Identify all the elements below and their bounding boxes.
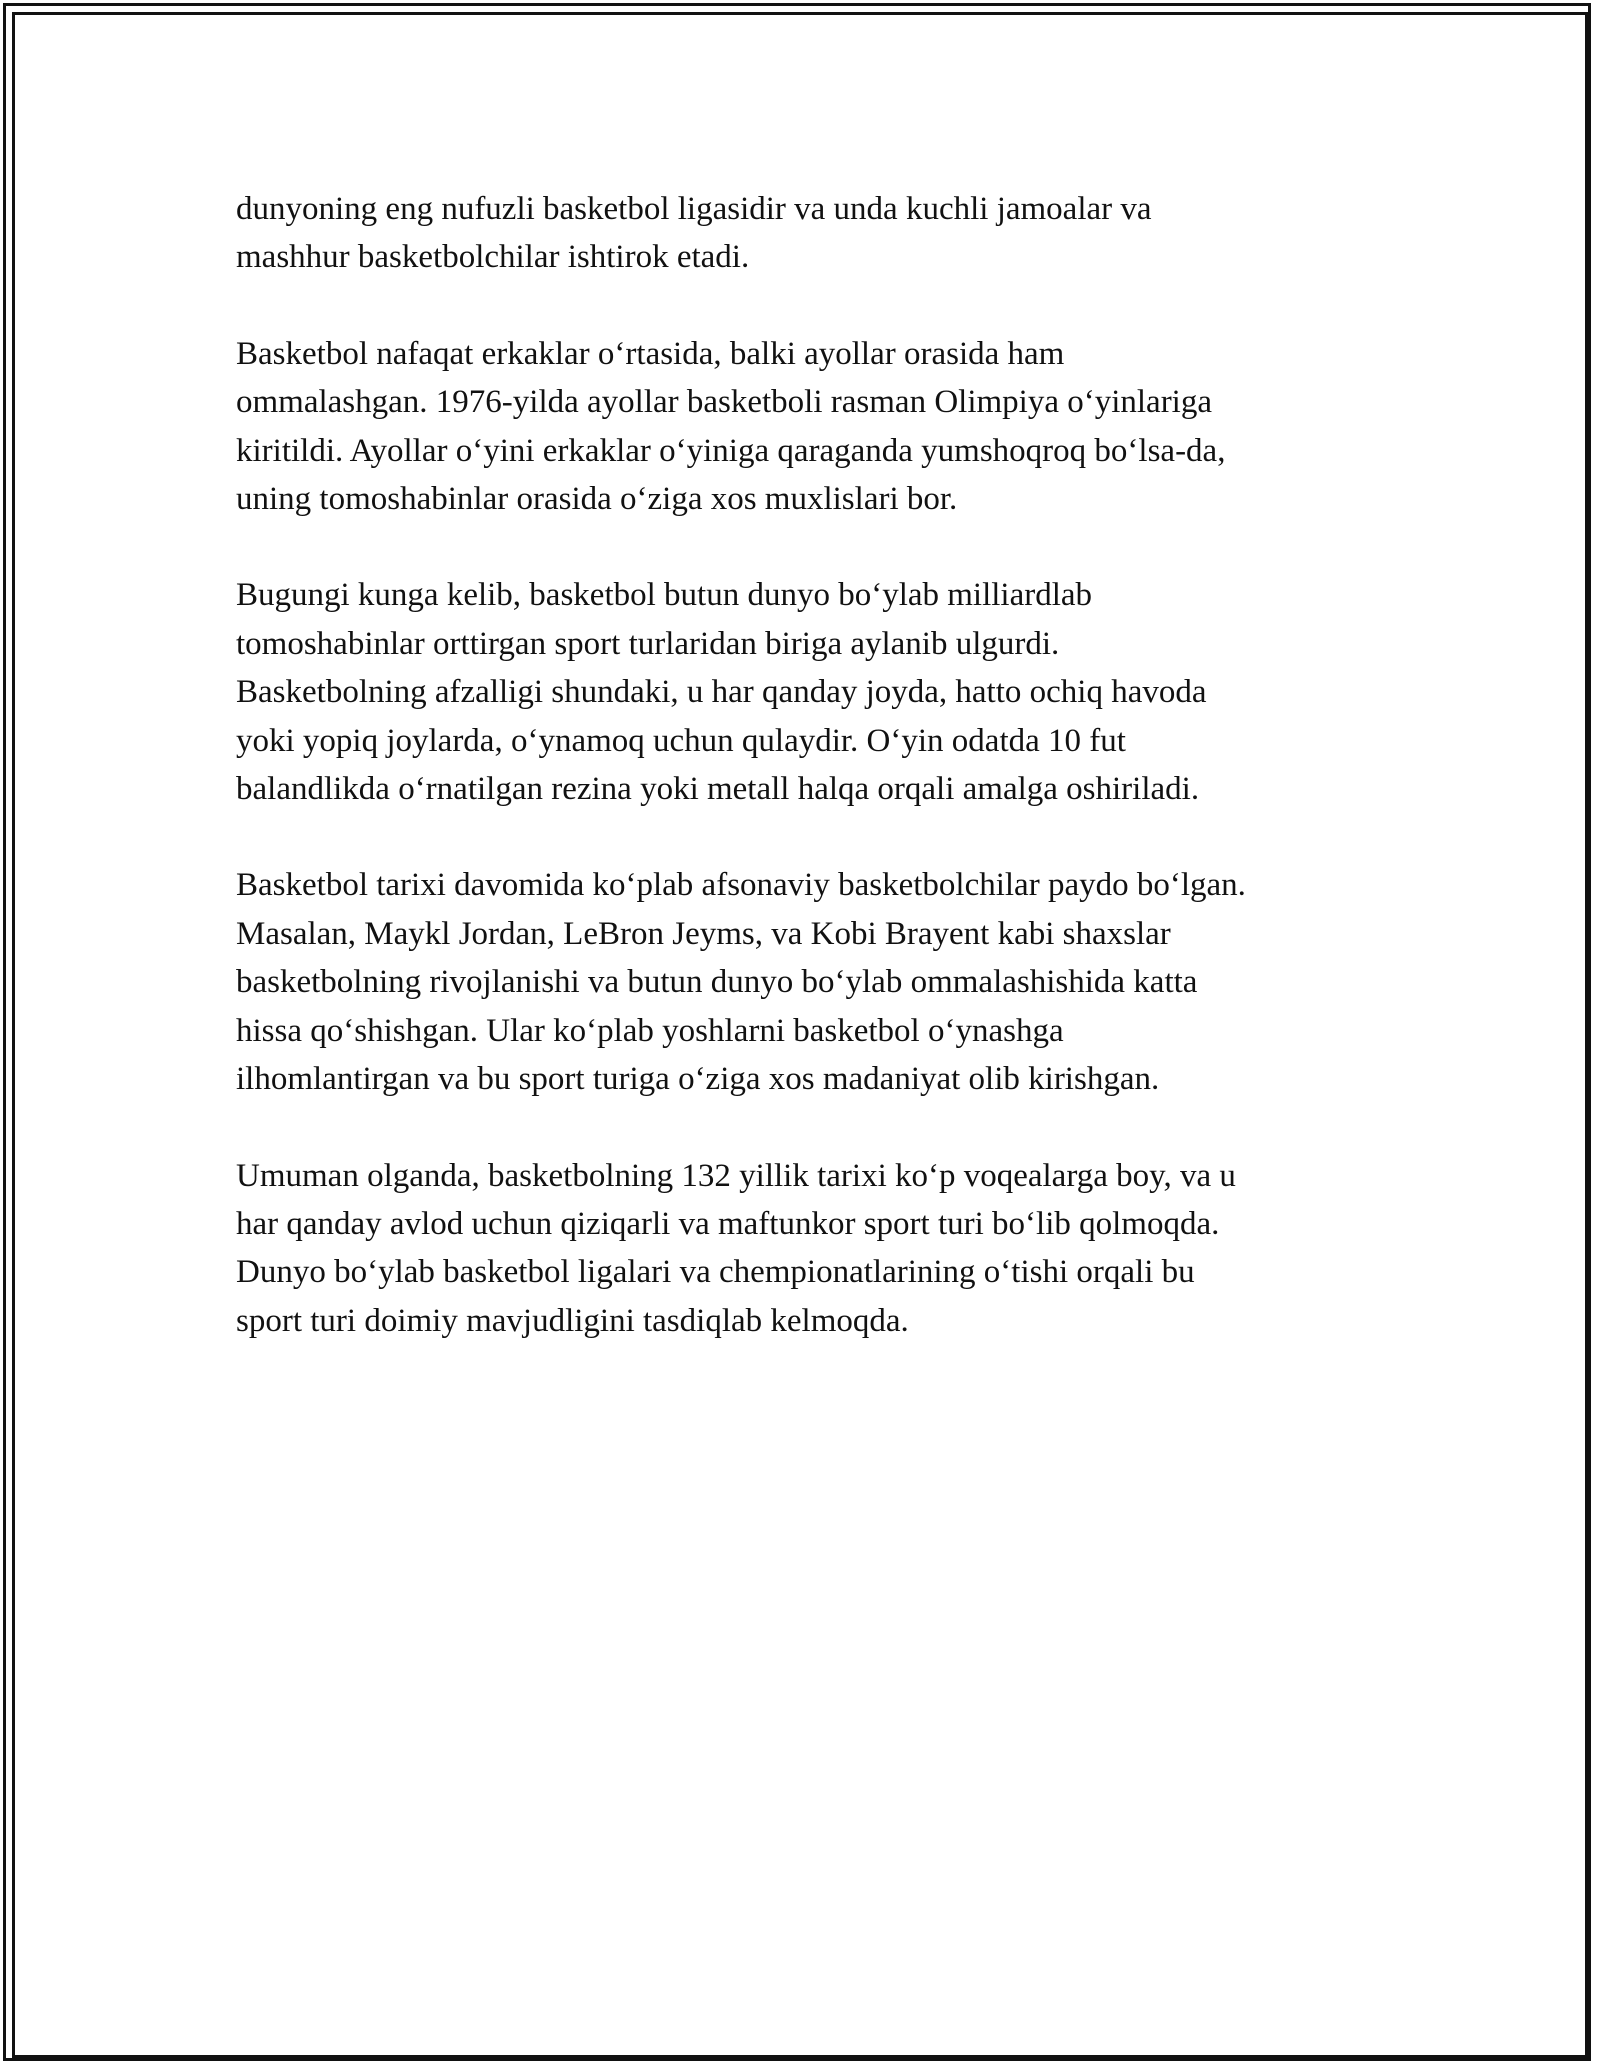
document-body [236,185,1386,1393]
text-line: ommalashgan. 1976-yilda ayollar basketboli rasman Olimpiya o‘yinlariga [236,384,1212,421]
text-line: basketbolning rivojlanishi va butun dunyo bo‘ylab ommalashishida katta [236,964,1198,1001]
paragraph [236,571,1386,813]
text-line: Dunyo bo‘ylab basketbol ligalari va chempionatlarining o‘tishi orqali bu [236,1254,1195,1291]
text-line: dunyoning eng nufuzli basketbol ligasidir va unda kuchli jamoalar va [236,191,1152,227]
text-line: yoki yopiq joylarda, o‘ynamoq uchun qulaydir. O‘yin odatda 10 fut [236,722,1126,759]
text-line: Basketbolning afzalligi shundaki, u har qanday joyda, hatto ochiq havoda [236,674,1207,711]
paragraph [236,861,1386,1103]
text-line: har qanday avlod uchun qiziqarli va maftunkor sport turi bo‘lib qolmoqda. [236,1205,1220,1242]
text-line: Bugungi kunga kelib, basketbol butun dunyo bo‘ylab milliardlab [236,577,1093,614]
paragraph [236,1152,1386,1346]
paragraph [236,330,1386,524]
text-line: kiritildi. Ayollar o‘yini erkaklar o‘yiniga qaraganda yumshoqroq bo‘lsa-da, [236,432,1226,469]
text-line: sport turi doimiy mavjudligini tasdiqlab kelmoqda. [236,1302,909,1339]
text-line: mashhur basketbolchilar ishtirok etadi. [236,239,750,276]
paragraph [236,185,1386,282]
text-line: Basketbol tarixi davomida ko‘plab afsonaviy basketbolchilar paydo bo‘lgan. [236,867,1246,904]
text-line: tomoshabinlar orttirgan sport turlaridan biriga aylanib ulgurdi. [236,625,1060,662]
text-line: uning tomoshabinlar orasida o‘ziga xos muxlislari bor. [236,481,958,518]
text-line: ilhomlantirgan va bu sport turiga o‘ziga xos madaniyat olib kirishgan. [236,1061,1160,1098]
text-line: Masalan, Maykl Jordan, LeBron Jeyms, va Kobi Brayent kabi shaxslar [236,915,1171,952]
text-line: Basketbol nafaqat erkaklar o‘rtasida, balki ayollar orasida ham [236,335,1065,372]
text-line: Umuman olganda, basketbolning 132 yillik tarixi ko‘p voqealarga boy, va u [236,1157,1236,1194]
text-line: hissa qo‘shishgan. Ular ko‘plab yoshlarni basketbol o‘ynashga [236,1012,1064,1049]
text-line: balandlikda o‘rnatilgan rezina yoki metall halqa orqali amalga oshiriladi. [236,771,1200,808]
